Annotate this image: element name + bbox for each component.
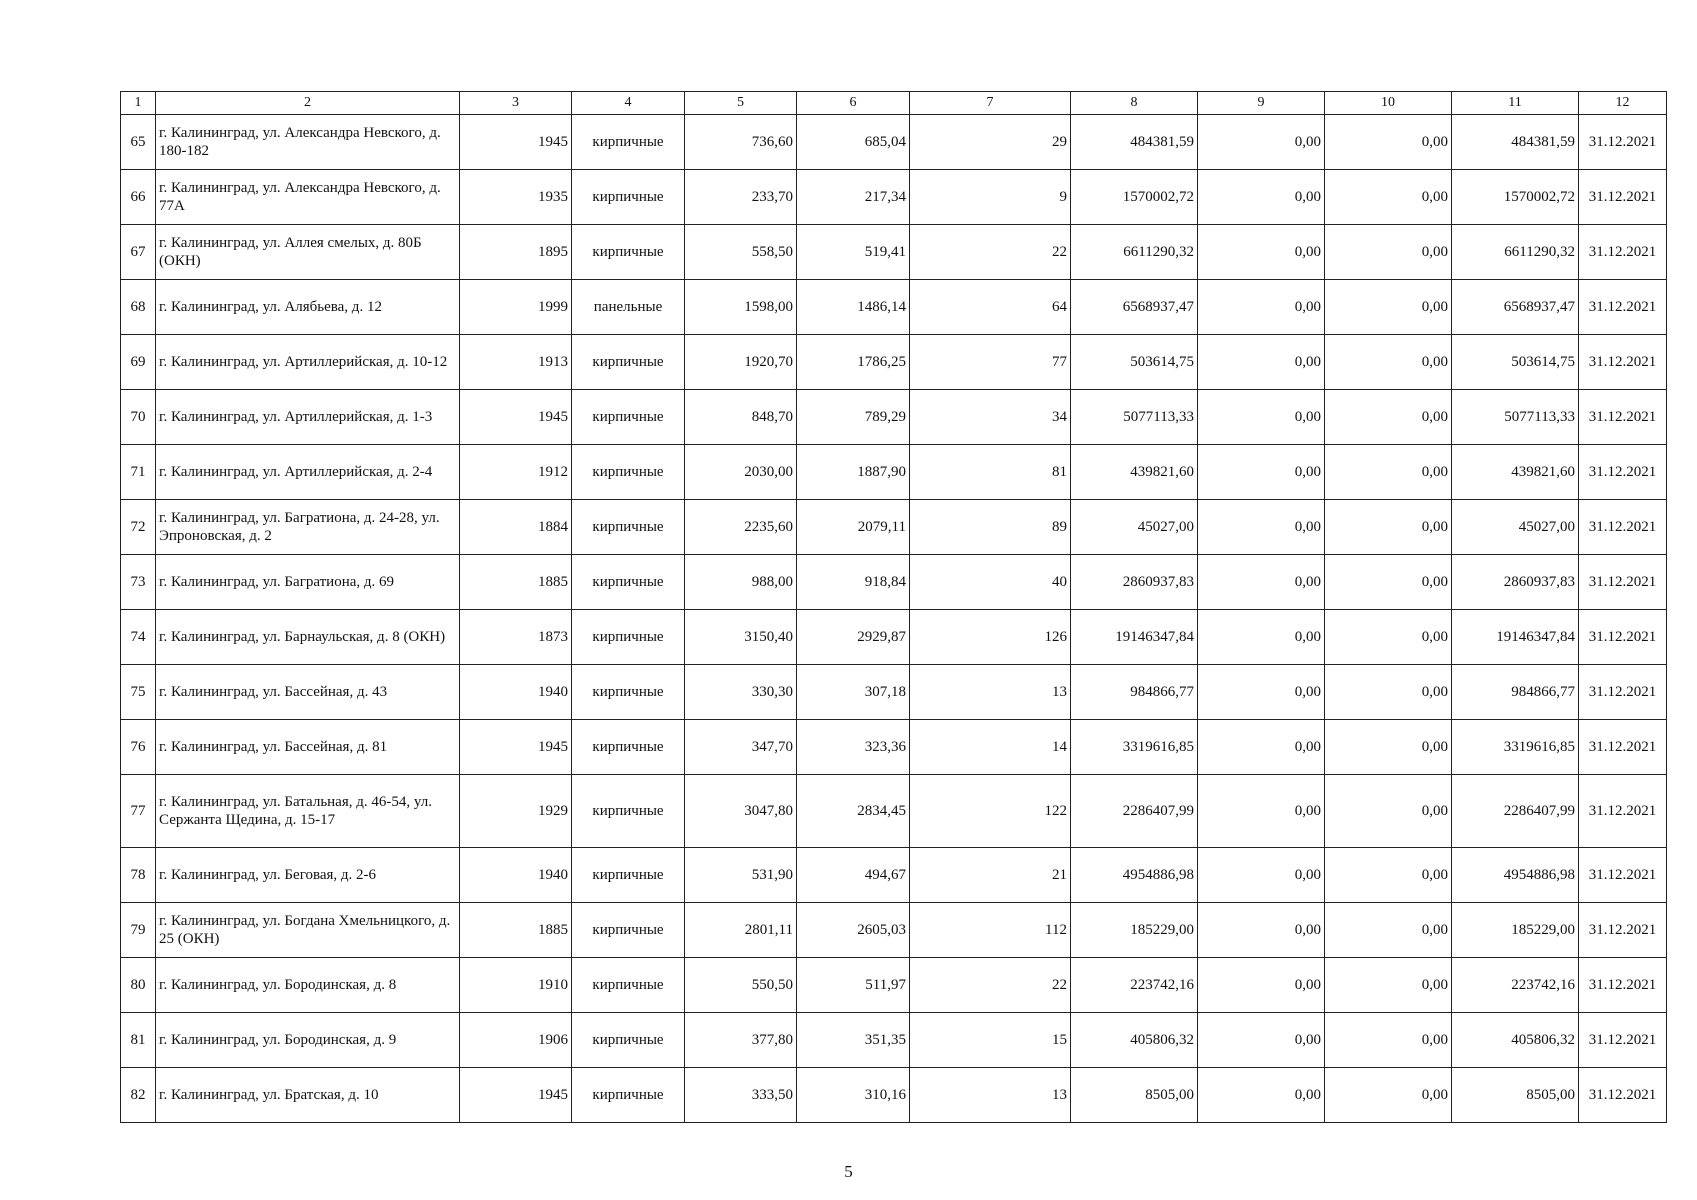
cost-cell: 6568937,47	[1071, 280, 1198, 335]
column-10-cell: 0,00	[1325, 225, 1452, 280]
living-area-cell: 2834,45	[797, 775, 910, 848]
column-9-cell: 0,00	[1198, 775, 1325, 848]
address-cell: г. Калининград, ул. Александра Невского, д. 180-182	[156, 115, 460, 170]
column-9-cell: 0,00	[1198, 1068, 1325, 1123]
column-header: 10	[1325, 92, 1452, 115]
year-cell: 1873	[460, 610, 572, 665]
column-10-cell: 0,00	[1325, 958, 1452, 1013]
wall-material-cell: кирпичные	[572, 445, 685, 500]
wall-material-cell: кирпичные	[572, 115, 685, 170]
column-10-cell: 0,00	[1325, 1068, 1452, 1123]
residents-cell: 122	[910, 775, 1071, 848]
wall-material-cell: кирпичные	[572, 958, 685, 1013]
year-cell: 1940	[460, 665, 572, 720]
column-10-cell: 0,00	[1325, 1013, 1452, 1068]
living-area-cell: 323,36	[797, 720, 910, 775]
year-cell: 1885	[460, 903, 572, 958]
table-row	[121, 848, 1667, 903]
deadline-date-cell: 31.12.2021	[1579, 225, 1667, 280]
column-9-cell: 0,00	[1198, 903, 1325, 958]
living-area-cell: 511,97	[797, 958, 910, 1013]
residents-cell: 112	[910, 903, 1071, 958]
address-cell: г. Калининград, ул. Бородинская, д. 8	[156, 958, 460, 1013]
total-area-cell: 1598,00	[685, 280, 797, 335]
column-9-cell: 0,00	[1198, 445, 1325, 500]
wall-material-cell: панельные	[572, 280, 685, 335]
column-11-cell: 185229,00	[1452, 903, 1579, 958]
column-9-cell: 0,00	[1198, 665, 1325, 720]
row-number: 79	[121, 903, 156, 958]
cost-cell: 45027,00	[1071, 500, 1198, 555]
deadline-date-cell: 31.12.2021	[1579, 500, 1667, 555]
table-row	[121, 775, 1667, 848]
cost-cell: 19146347,84	[1071, 610, 1198, 665]
deadline-date-cell: 31.12.2021	[1579, 775, 1667, 848]
table-row	[121, 555, 1667, 610]
column-9-cell: 0,00	[1198, 555, 1325, 610]
column-10-cell: 0,00	[1325, 115, 1452, 170]
living-area-cell: 1486,14	[797, 280, 910, 335]
wall-material-cell: кирпичные	[572, 610, 685, 665]
cost-cell: 1570002,72	[1071, 170, 1198, 225]
living-area-cell: 789,29	[797, 390, 910, 445]
table-row	[121, 610, 1667, 665]
total-area-cell: 333,50	[685, 1068, 797, 1123]
table-row	[121, 1068, 1667, 1123]
cost-cell: 5077113,33	[1071, 390, 1198, 445]
deadline-date-cell: 31.12.2021	[1579, 280, 1667, 335]
table-row	[121, 335, 1667, 390]
living-area-cell: 2929,87	[797, 610, 910, 665]
row-number: 72	[121, 500, 156, 555]
column-9-cell: 0,00	[1198, 500, 1325, 555]
column-11-cell: 5077113,33	[1452, 390, 1579, 445]
housing-register-table	[120, 91, 1667, 1123]
cost-cell: 6611290,32	[1071, 225, 1198, 280]
total-area-cell: 550,50	[685, 958, 797, 1013]
year-cell: 1910	[460, 958, 572, 1013]
column-11-cell: 45027,00	[1452, 500, 1579, 555]
wall-material-cell: кирпичные	[572, 848, 685, 903]
row-number: 77	[121, 775, 156, 848]
column-10-cell: 0,00	[1325, 610, 1452, 665]
year-cell: 1935	[460, 170, 572, 225]
total-area-cell: 531,90	[685, 848, 797, 903]
row-number: 68	[121, 280, 156, 335]
deadline-date-cell: 31.12.2021	[1579, 665, 1667, 720]
living-area-cell: 310,16	[797, 1068, 910, 1123]
column-10-cell: 0,00	[1325, 280, 1452, 335]
column-header: 4	[572, 92, 685, 115]
column-11-cell: 1570002,72	[1452, 170, 1579, 225]
row-number: 75	[121, 665, 156, 720]
residents-cell: 126	[910, 610, 1071, 665]
total-area-cell: 848,70	[685, 390, 797, 445]
row-number: 73	[121, 555, 156, 610]
column-10-cell: 0,00	[1325, 665, 1452, 720]
column-11-cell: 439821,60	[1452, 445, 1579, 500]
deadline-date-cell: 31.12.2021	[1579, 445, 1667, 500]
wall-material-cell: кирпичные	[572, 225, 685, 280]
column-10-cell: 0,00	[1325, 555, 1452, 610]
wall-material-cell: кирпичные	[572, 665, 685, 720]
cost-cell: 185229,00	[1071, 903, 1198, 958]
wall-material-cell: кирпичные	[572, 390, 685, 445]
cost-cell: 8505,00	[1071, 1068, 1198, 1123]
wall-material-cell: кирпичные	[572, 335, 685, 390]
row-number: 81	[121, 1013, 156, 1068]
column-10-cell: 0,00	[1325, 848, 1452, 903]
table-body	[121, 92, 1667, 1123]
page-number: 5	[844, 1162, 853, 1181]
column-11-cell: 4954886,98	[1452, 848, 1579, 903]
cost-cell: 484381,59	[1071, 115, 1198, 170]
year-cell: 1945	[460, 720, 572, 775]
residents-cell: 40	[910, 555, 1071, 610]
total-area-cell: 2235,60	[685, 500, 797, 555]
table-row	[121, 665, 1667, 720]
living-area-cell: 1786,25	[797, 335, 910, 390]
year-cell: 1906	[460, 1013, 572, 1068]
total-area-cell: 2030,00	[685, 445, 797, 500]
column-header: 9	[1198, 92, 1325, 115]
living-area-cell: 1887,90	[797, 445, 910, 500]
wall-material-cell: кирпичные	[572, 775, 685, 848]
deadline-date-cell: 31.12.2021	[1579, 610, 1667, 665]
year-cell: 1945	[460, 1068, 572, 1123]
column-header: 2	[156, 92, 460, 115]
column-9-cell: 0,00	[1198, 958, 1325, 1013]
column-11-cell: 2860937,83	[1452, 555, 1579, 610]
deadline-date-cell: 31.12.2021	[1579, 903, 1667, 958]
residents-cell: 22	[910, 958, 1071, 1013]
column-9-cell: 0,00	[1198, 170, 1325, 225]
column-11-cell: 503614,75	[1452, 335, 1579, 390]
address-cell: г. Калининград, ул. Багратиона, д. 69	[156, 555, 460, 610]
wall-material-cell: кирпичные	[572, 1068, 685, 1123]
residents-cell: 14	[910, 720, 1071, 775]
column-11-cell: 6568937,47	[1452, 280, 1579, 335]
table-row	[121, 1013, 1667, 1068]
row-number: 67	[121, 225, 156, 280]
table-row	[121, 500, 1667, 555]
year-cell: 1945	[460, 115, 572, 170]
living-area-cell: 307,18	[797, 665, 910, 720]
residents-cell: 64	[910, 280, 1071, 335]
row-number: 66	[121, 170, 156, 225]
deadline-date-cell: 31.12.2021	[1579, 720, 1667, 775]
column-11-cell: 19146347,84	[1452, 610, 1579, 665]
living-area-cell: 351,35	[797, 1013, 910, 1068]
address-cell: г. Калининград, ул. Аллея смелых, д. 80Б (ОКН)	[156, 225, 460, 280]
deadline-date-cell: 31.12.2021	[1579, 958, 1667, 1013]
table-row	[121, 445, 1667, 500]
year-cell: 1912	[460, 445, 572, 500]
wall-material-cell: кирпичные	[572, 555, 685, 610]
address-cell: г. Калининград, ул. Беговая, д. 2-6	[156, 848, 460, 903]
column-11-cell: 223742,16	[1452, 958, 1579, 1013]
table-row	[121, 170, 1667, 225]
table-row	[121, 225, 1667, 280]
residents-cell: 81	[910, 445, 1071, 500]
column-header: 11	[1452, 92, 1579, 115]
total-area-cell: 2801,11	[685, 903, 797, 958]
column-10-cell: 0,00	[1325, 500, 1452, 555]
wall-material-cell: кирпичные	[572, 1013, 685, 1068]
residents-cell: 77	[910, 335, 1071, 390]
column-header: 3	[460, 92, 572, 115]
row-number: 70	[121, 390, 156, 445]
total-area-cell: 377,80	[685, 1013, 797, 1068]
cost-cell: 2860937,83	[1071, 555, 1198, 610]
living-area-cell: 519,41	[797, 225, 910, 280]
total-area-cell: 330,30	[685, 665, 797, 720]
address-cell: г. Калининград, ул. Алябьева, д. 12	[156, 280, 460, 335]
column-11-cell: 3319616,85	[1452, 720, 1579, 775]
year-cell: 1929	[460, 775, 572, 848]
deadline-date-cell: 31.12.2021	[1579, 555, 1667, 610]
address-cell: г. Калининград, ул. Артиллерийская, д. 2-4	[156, 445, 460, 500]
row-number: 74	[121, 610, 156, 665]
wall-material-cell: кирпичные	[572, 720, 685, 775]
living-area-cell: 2605,03	[797, 903, 910, 958]
table-row	[121, 903, 1667, 958]
column-10-cell: 0,00	[1325, 903, 1452, 958]
wall-material-cell: кирпичные	[572, 903, 685, 958]
cost-cell: 3319616,85	[1071, 720, 1198, 775]
column-header: 12	[1579, 92, 1667, 115]
deadline-date-cell: 31.12.2021	[1579, 115, 1667, 170]
address-cell: г. Калининград, ул. Бассейная, д. 81	[156, 720, 460, 775]
residents-cell: 34	[910, 390, 1071, 445]
row-number: 76	[121, 720, 156, 775]
deadline-date-cell: 31.12.2021	[1579, 390, 1667, 445]
deadline-date-cell: 31.12.2021	[1579, 170, 1667, 225]
column-9-cell: 0,00	[1198, 610, 1325, 665]
column-9-cell: 0,00	[1198, 225, 1325, 280]
address-cell: г. Калининград, ул. Бассейная, д. 43	[156, 665, 460, 720]
address-cell: г. Калининград, ул. Артиллерийская, д. 10-12	[156, 335, 460, 390]
total-area-cell: 3150,40	[685, 610, 797, 665]
living-area-cell: 2079,11	[797, 500, 910, 555]
total-area-cell: 558,50	[685, 225, 797, 280]
residents-cell: 89	[910, 500, 1071, 555]
address-cell: г. Калининград, ул. Батальная, д. 46-54, ул. Сержанта Щедина, д. 15-17	[156, 775, 460, 848]
year-cell: 1885	[460, 555, 572, 610]
row-number: 80	[121, 958, 156, 1013]
deadline-date-cell: 31.12.2021	[1579, 335, 1667, 390]
table-row	[121, 958, 1667, 1013]
row-number: 69	[121, 335, 156, 390]
column-header: 8	[1071, 92, 1198, 115]
year-cell: 1895	[460, 225, 572, 280]
total-area-cell: 233,70	[685, 170, 797, 225]
residents-cell: 29	[910, 115, 1071, 170]
column-10-cell: 0,00	[1325, 720, 1452, 775]
deadline-date-cell: 31.12.2021	[1579, 1068, 1667, 1123]
year-cell: 1945	[460, 390, 572, 445]
year-cell: 1913	[460, 335, 572, 390]
address-cell: г. Калининград, ул. Братская, д. 10	[156, 1068, 460, 1123]
total-area-cell: 3047,80	[685, 775, 797, 848]
row-number: 82	[121, 1068, 156, 1123]
column-number-header-row	[121, 92, 1667, 115]
wall-material-cell: кирпичные	[572, 500, 685, 555]
table-row	[121, 280, 1667, 335]
address-cell: г. Калининград, ул. Богдана Хмельницкого, д. 25 (ОКН)	[156, 903, 460, 958]
living-area-cell: 918,84	[797, 555, 910, 610]
column-11-cell: 6611290,32	[1452, 225, 1579, 280]
total-area-cell: 347,70	[685, 720, 797, 775]
table-row	[121, 390, 1667, 445]
column-10-cell: 0,00	[1325, 335, 1452, 390]
cost-cell: 984866,77	[1071, 665, 1198, 720]
column-11-cell: 405806,32	[1452, 1013, 1579, 1068]
column-11-cell: 484381,59	[1452, 115, 1579, 170]
cost-cell: 223742,16	[1071, 958, 1198, 1013]
residents-cell: 15	[910, 1013, 1071, 1068]
cost-cell: 2286407,99	[1071, 775, 1198, 848]
residents-cell: 21	[910, 848, 1071, 903]
table-row	[121, 720, 1667, 775]
column-9-cell: 0,00	[1198, 1013, 1325, 1068]
year-cell: 1999	[460, 280, 572, 335]
address-cell: г. Калининград, ул. Барнаульская, д. 8 (ОКН)	[156, 610, 460, 665]
total-area-cell: 1920,70	[685, 335, 797, 390]
column-header: 1	[121, 92, 156, 115]
living-area-cell: 494,67	[797, 848, 910, 903]
column-header: 6	[797, 92, 910, 115]
cost-cell: 439821,60	[1071, 445, 1198, 500]
address-cell: г. Калининград, ул. Багратиона, д. 24-28, ул. Эпроновская, д. 2	[156, 500, 460, 555]
cost-cell: 503614,75	[1071, 335, 1198, 390]
row-number: 71	[121, 445, 156, 500]
column-9-cell: 0,00	[1198, 720, 1325, 775]
address-cell: г. Калининград, ул. Бородинская, д. 9	[156, 1013, 460, 1068]
residents-cell: 22	[910, 225, 1071, 280]
year-cell: 1940	[460, 848, 572, 903]
living-area-cell: 217,34	[797, 170, 910, 225]
deadline-date-cell: 31.12.2021	[1579, 1013, 1667, 1068]
table-row	[121, 115, 1667, 170]
total-area-cell: 988,00	[685, 555, 797, 610]
column-10-cell: 0,00	[1325, 445, 1452, 500]
address-cell: г. Калининград, ул. Александра Невского, д. 77А	[156, 170, 460, 225]
cost-cell: 4954886,98	[1071, 848, 1198, 903]
living-area-cell: 685,04	[797, 115, 910, 170]
column-9-cell: 0,00	[1198, 848, 1325, 903]
residents-cell: 9	[910, 170, 1071, 225]
wall-material-cell: кирпичные	[572, 170, 685, 225]
residents-cell: 13	[910, 1068, 1071, 1123]
row-number: 65	[121, 115, 156, 170]
column-9-cell: 0,00	[1198, 335, 1325, 390]
year-cell: 1884	[460, 500, 572, 555]
column-9-cell: 0,00	[1198, 115, 1325, 170]
column-header: 7	[910, 92, 1071, 115]
residents-cell: 13	[910, 665, 1071, 720]
address-cell: г. Калининград, ул. Артиллерийская, д. 1-3	[156, 390, 460, 445]
deadline-date-cell: 31.12.2021	[1579, 848, 1667, 903]
column-9-cell: 0,00	[1198, 390, 1325, 445]
row-number: 78	[121, 848, 156, 903]
column-11-cell: 8505,00	[1452, 1068, 1579, 1123]
column-10-cell: 0,00	[1325, 170, 1452, 225]
cost-cell: 405806,32	[1071, 1013, 1198, 1068]
total-area-cell: 736,60	[685, 115, 797, 170]
column-10-cell: 0,00	[1325, 390, 1452, 445]
column-10-cell: 0,00	[1325, 775, 1452, 848]
column-11-cell: 984866,77	[1452, 665, 1579, 720]
column-11-cell: 2286407,99	[1452, 775, 1579, 848]
column-9-cell: 0,00	[1198, 280, 1325, 335]
column-header: 5	[685, 92, 797, 115]
